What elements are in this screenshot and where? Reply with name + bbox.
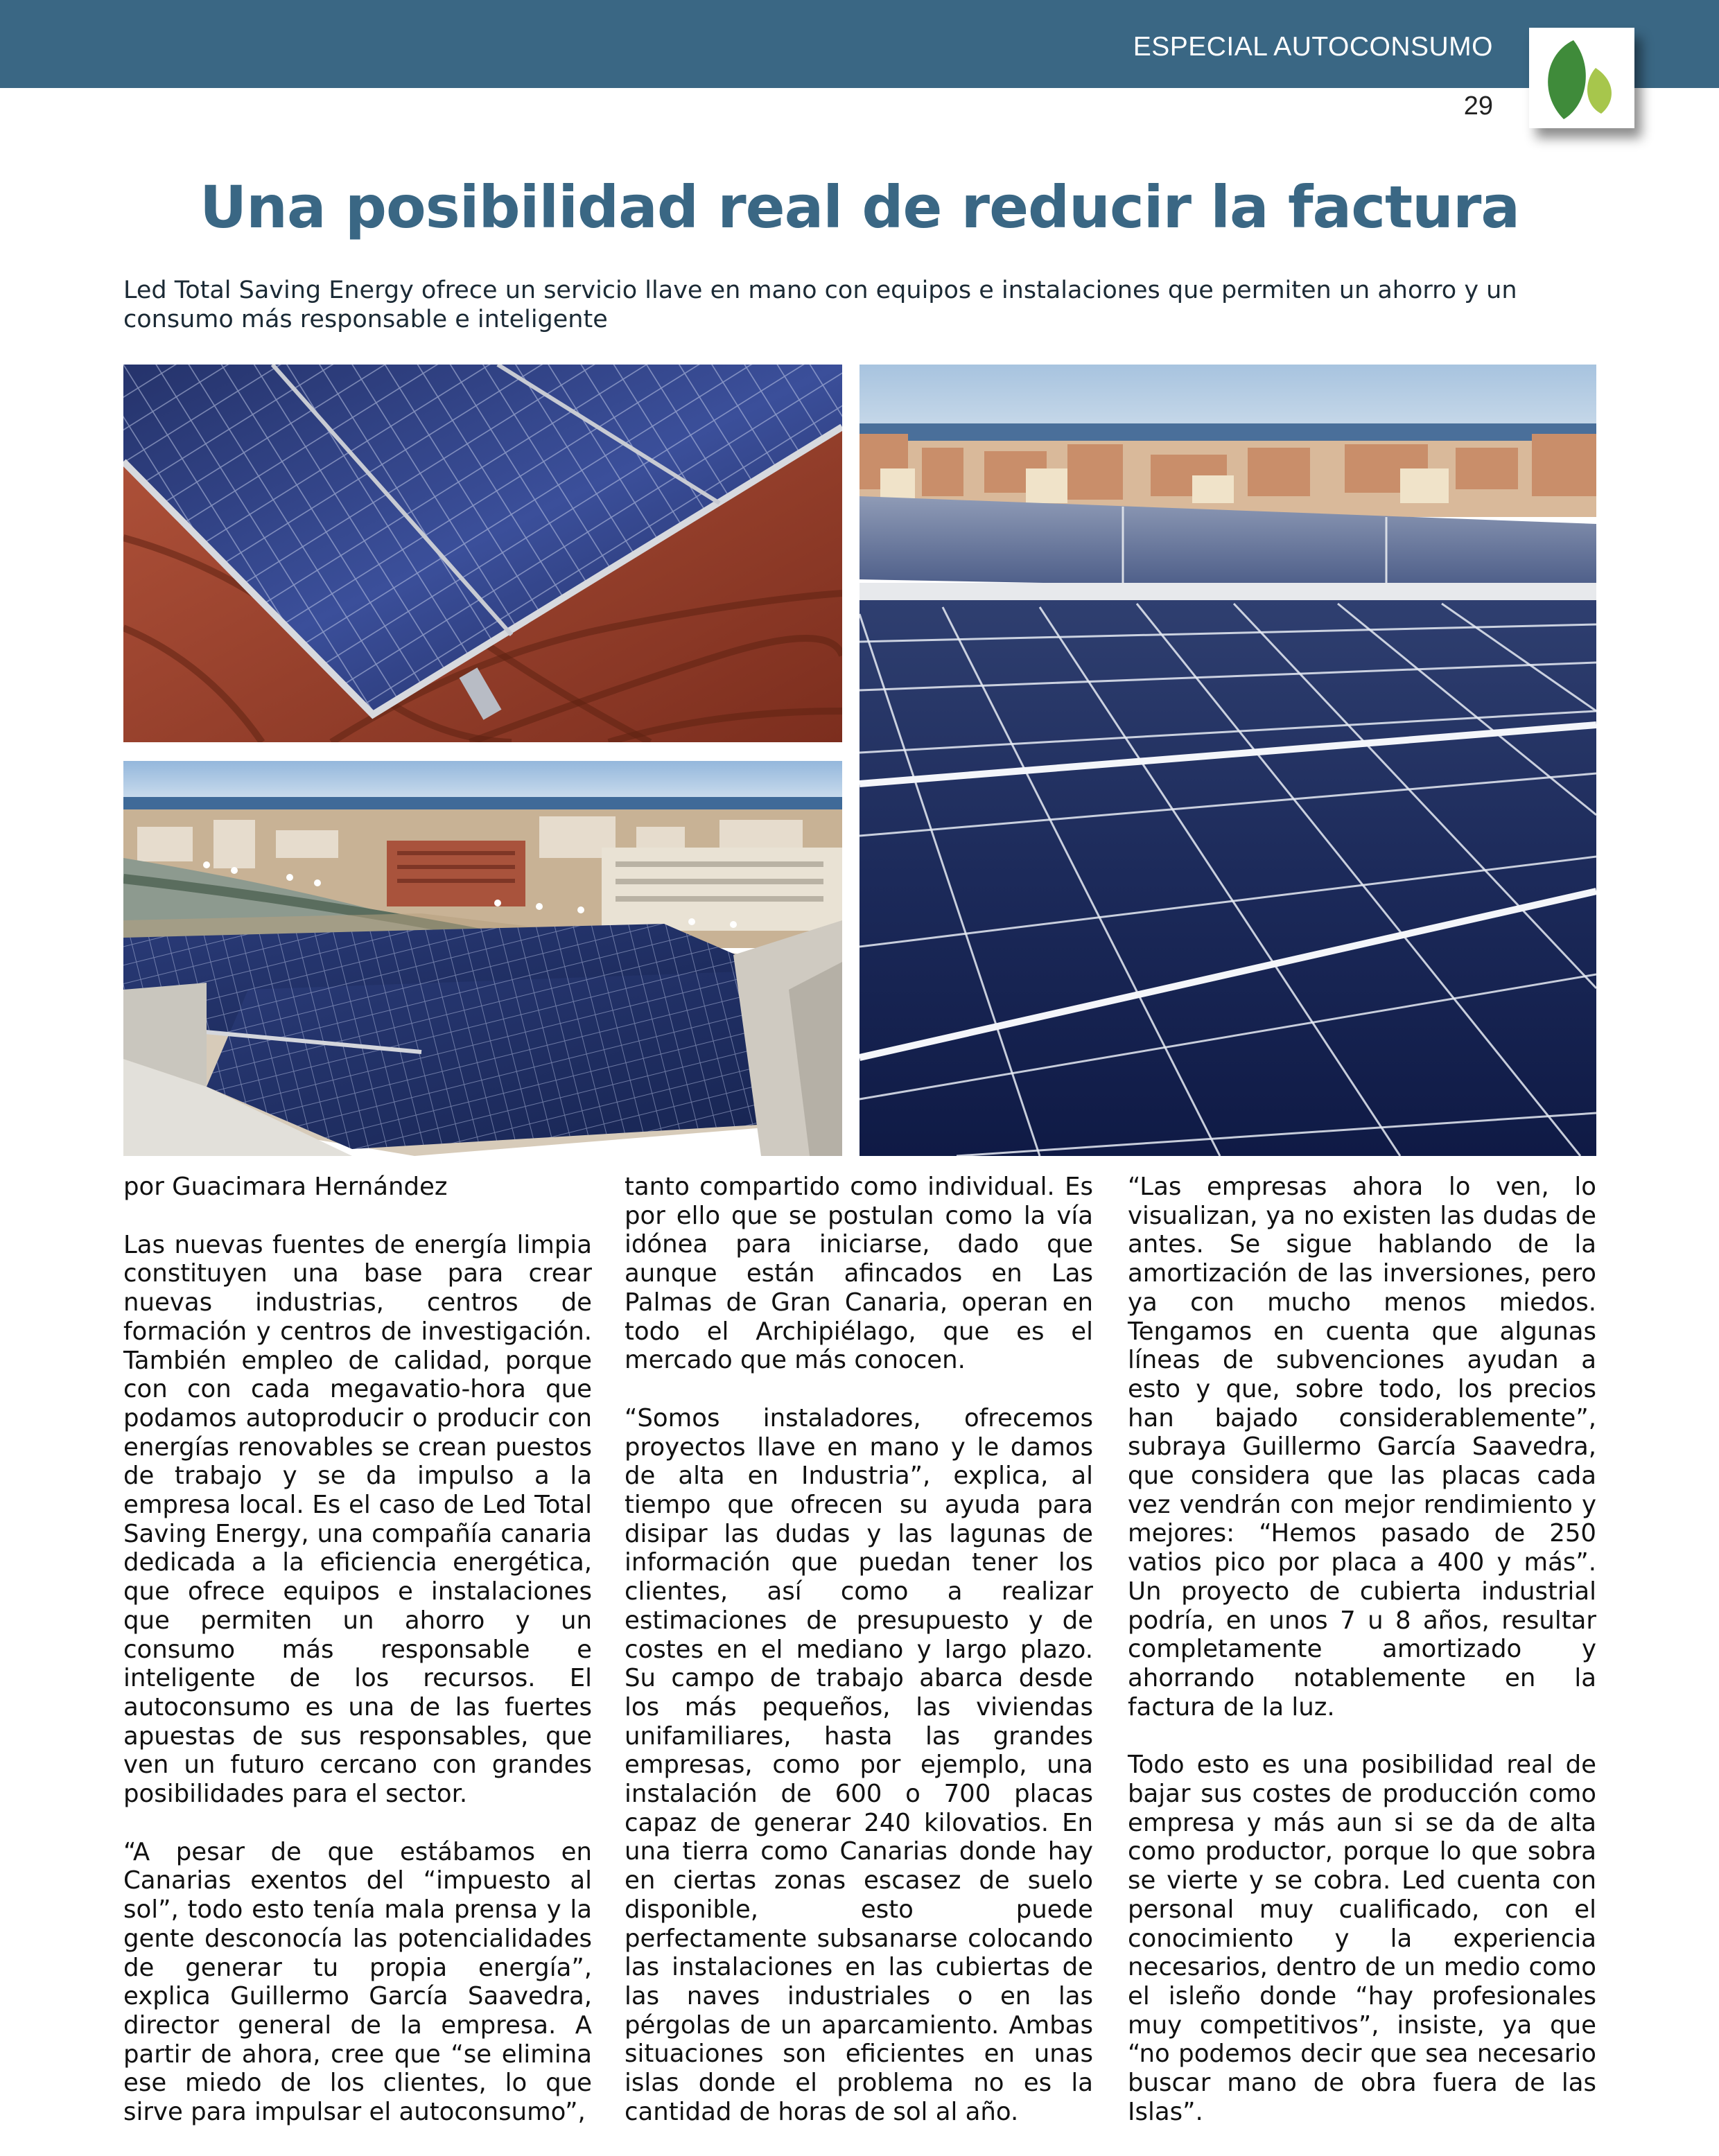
photo-panels-closeup bbox=[860, 365, 1596, 1156]
page-number: 29 bbox=[1463, 91, 1493, 121]
article-column-1 bbox=[123, 1173, 592, 2156]
article-paragraph: “Somos instaladores, ofrecemos proyectos llave en mano y le damos de alta en Industria”, explica, al tiempo que ofrecen su ayuda para disipar las dudas y las lagunas de información que puedan tener los clientes, así como a realizar estimaciones de presupuesto y de costes en el mediano y largo plazo. Su campo de trabajo abarca desde los más pequeños, las viviendas unifamiliares, hasta las grandes empresas, como por ejemplo, una instalación de 600 o 700 placas capaz de generar 240 kilovatios. En una tierra como Canarias donde hay en ciertas zonas escasez de suelo disponible, esto puede perfectamente subsanarse colocando las instalaciones en las cubiertas de las naves industriales o en las pérgolas de un aparcamiento. Ambas situaciones son eficientes en unas islas donde el problema no es la cantidad de horas de sol al año. bbox=[625, 1403, 1093, 2126]
photo-panels-rooftop-wide bbox=[123, 761, 842, 1156]
article-paragraph: Todo esto es una posibilidad real de bajar sus costes de producción como empresa y más aun si se da de alta como productor, porque lo que sobra se vierte y se cobra. Led cuenta con personal muy cualificado, con el conocimiento y la experiencia necesarios, dentro de un medio como el isleño donde “hay profesionales muy competitivos”, insiste, ya que “no podemos decir que sea necesario buscar mano de obra fuera de las Islas”. bbox=[1128, 1751, 1596, 2126]
article-byline: por Guacimara Hernández bbox=[123, 1173, 448, 1201]
leaf-logo-icon bbox=[1529, 28, 1634, 128]
article-paragraph: “Las empresas ahora lo ven, lo visualizan, ya no existen las dudas de antes. Se sigue hablando de la amortización de las inversiones, pero ya con mucho menos miedos. Tengamos en cuenta que algunas líneas de subvenciones ayudan a esto y que, sobre todo, los precios han bajado considerablemente”, subraya Guillermo García Saavedra, que considera que las placas cada vez vendrán con mejor rendimiento y mejores: “Hemos pasado de 250 vatios pico por placa a 400 y más”. Un proyecto de cubierta industrial podría, en unos 7 u 8 años, resultar completamente amortizado y ahorrando notablemente en la factura de la luz. bbox=[1128, 1173, 1596, 1721]
article-paragraph: Las nuevas fuentes de energía limpia constituyen una base para crear nuevas industrias, centros de formación y centros de investigación. También empleo de calidad, porque con con cada megavatio-hora que podamos autoproducir o producir con energías renovables se crean puestos de trabajo y se da impulso a la empresa local. Es el caso de Led Total Saving Energy, una compañía canaria dedicada a la eficiencia energética, que ofrece equipos e instalaciones que permiten un ahorro y un consumo más responsable e inteligente de los recursos. El autoconsumo es una de las fuertes apuestas de sus responsables, que ven un futuro cercano con grandes posibilidades para el sector. bbox=[123, 1230, 592, 1809]
article-column-2 bbox=[625, 1173, 1093, 2156]
magazine-logo bbox=[1529, 28, 1634, 128]
article-column-3 bbox=[1128, 1173, 1596, 2156]
photo-panels-tile-roof bbox=[123, 365, 842, 742]
section-label: ESPECIAL AUTOCONSUMO bbox=[1133, 32, 1493, 62]
article-paragraph: tanto compartido como individual. Es por ello que se postulan como la vía idónea para iniciarse, dado que aunque están afincados en Las Palmas de Gran Canaria, operan en todo el Archipiélago, que es el mercado que más conocen. bbox=[625, 1173, 1093, 1375]
article-standfirst: Led Total Saving Energy ofrece un servicio llave en mano con equipos e instalaciones que permiten un ahorro y un consumo más responsable e inteligente bbox=[123, 277, 1517, 333]
article-title: Una posibilidad real de reducir la factura bbox=[199, 173, 1520, 241]
article-paragraph: “A pesar de que estábamos en Canarias exentos del “impuesto al sol”, todo esto tenía mala prensa y la gente desconocía las potencialidades de generar tu propia energía”, explica Guillermo García Saavedra, director general de la empresa. A partir de ahora, cree que “se elimina ese miedo de los clientes, lo que sirve para impulsar el autoconsumo”, bbox=[123, 1837, 592, 2127]
